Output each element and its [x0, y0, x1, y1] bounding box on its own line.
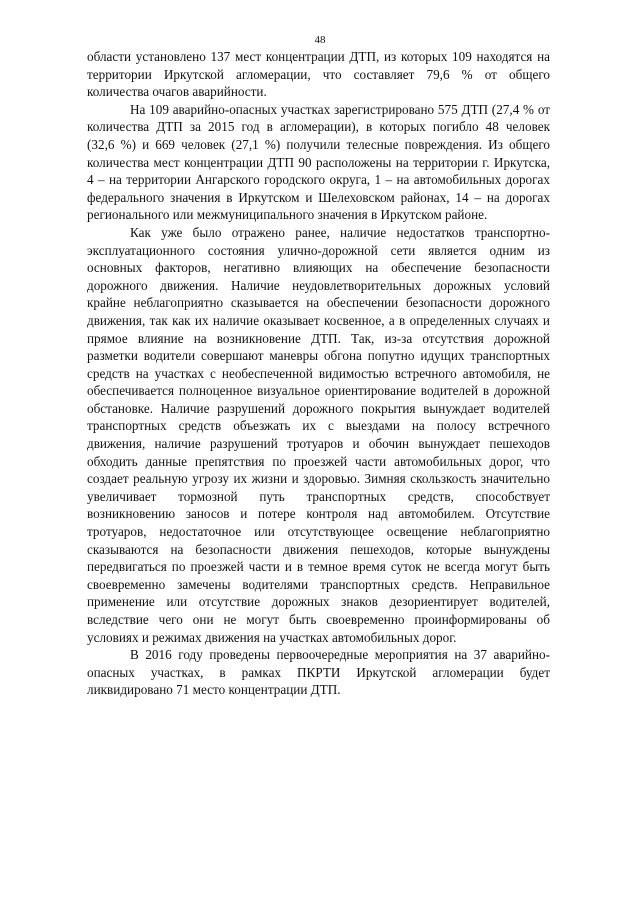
text-line: области установлено 137 мест концентрации ДТП, из которых 109 находятся на: [87, 49, 550, 64]
text-line: средств на участках с необеспеченной видимостью встречного автомобиля, не: [87, 365, 550, 381]
page-number: 48: [314, 34, 326, 46]
text-line: (32,6 %) и 669 человек (27,1 %) получили телесные повреждения. Из общего: [87, 136, 550, 152]
text-line: количества ДТП за 2015 год в агломерации), в которых погибло 48 человек: [87, 119, 550, 135]
text-line: На 109 аварийно-опасных участках зарегистрировано 575 ДТП (27,4 % от: [130, 101, 550, 117]
text-line: транспортных средств объезжать их с выездами на полосу встречного: [87, 418, 550, 434]
text-line: территории Иркутской агломерации, что составляет 79,6 % от общего: [87, 66, 550, 82]
text-line: количества мест концентрации ДТП 90 расположены на территории г. Иркутска,: [87, 154, 550, 170]
text-line: опасных участках, в рамках ПКРТИ Иркутской агломерации будет: [87, 664, 550, 680]
text-line: сказываются на безопасности движения пешеходов, которые вынуждены: [87, 541, 550, 557]
text-line: обстановке. Наличие разрушений дорожного покрытия вынуждает водителей: [87, 400, 550, 416]
text-line: эксплуатационного состояния улично-дорожной сети является одним из: [87, 242, 550, 258]
text-line: регионального или межмуниципального значения в Иркутском районе.: [87, 207, 488, 223]
text-line: крайне неблагоприятно сказывается на обеспечении безопасности дорожного: [87, 295, 550, 311]
text-line: создает реальную угрозу их жизни и здоровью. Зимняя скользкость значительно: [87, 471, 550, 487]
text-line: ликвидировано 71 место концентрации ДТП.: [87, 682, 341, 698]
text-line: 4 – на территории Ангарского городского округа, 1 – на автомобильных дорогах: [87, 172, 550, 188]
text-line: разметки водители совершают маневры обгона попутно идущих транспортных: [87, 348, 550, 364]
text-line: тротуаров, недостаточное или отсутствующее освещение неблагоприятно: [87, 524, 550, 540]
text-line: Как уже было отражено ранее, наличие недостатков транспортно-: [130, 224, 550, 240]
text-line: обходить данные препятствия по проезжей части автомобильных дорог, что: [87, 453, 550, 469]
text-line: применение или отсутствие дорожных знаков дезориентирует водителей,: [87, 594, 550, 610]
text-line: прямое влияние на возникновение ДТП. Так, из-за отсутствия дорожной: [87, 330, 550, 346]
text-line: обеспечивается полноценное визуальное ориентирование водителей в дорожной: [87, 383, 550, 399]
body-text: [87, 48, 550, 699]
text-line: движения, наличие разрушений тротуаров и обочин вынуждает пешеходов: [87, 436, 550, 452]
text-line: своевременно замечены водителями транспортных средств. Неправильное: [87, 576, 550, 592]
text-line: основных факторов, негативно влияющих на обеспечение безопасности: [87, 260, 550, 276]
text-line: дорожного движения. Наличие неудовлетворительных дорожных условий: [87, 277, 550, 293]
text-line: движения, так как их наличие оказывает косвенное, а в определенных случаях и: [87, 312, 550, 328]
text-line: федерального значения в Иркутском и Шелеховском районах, 14 – на дорогах: [87, 189, 550, 205]
text-line: количества очагов аварийности.: [87, 84, 267, 100]
text-line: возникновению заносов и потере контроля над автомобилем. Отсутствие: [87, 506, 550, 522]
text-line: увеличивает тормозной путь транспортных средств, способствует: [87, 488, 550, 504]
text-line: передвигаться по проезжей части и в темное время суток не всегда могут быть: [87, 559, 550, 575]
text-line: В 2016 году проведены первоочередные мероприятия на 37 аварийно-: [130, 647, 550, 663]
text-line: вследствие чего они не могут быть своевременно проинформированы об: [87, 612, 550, 627]
text-line: условиях и режимах движения на участках автомобильных дорог.: [87, 629, 457, 645]
